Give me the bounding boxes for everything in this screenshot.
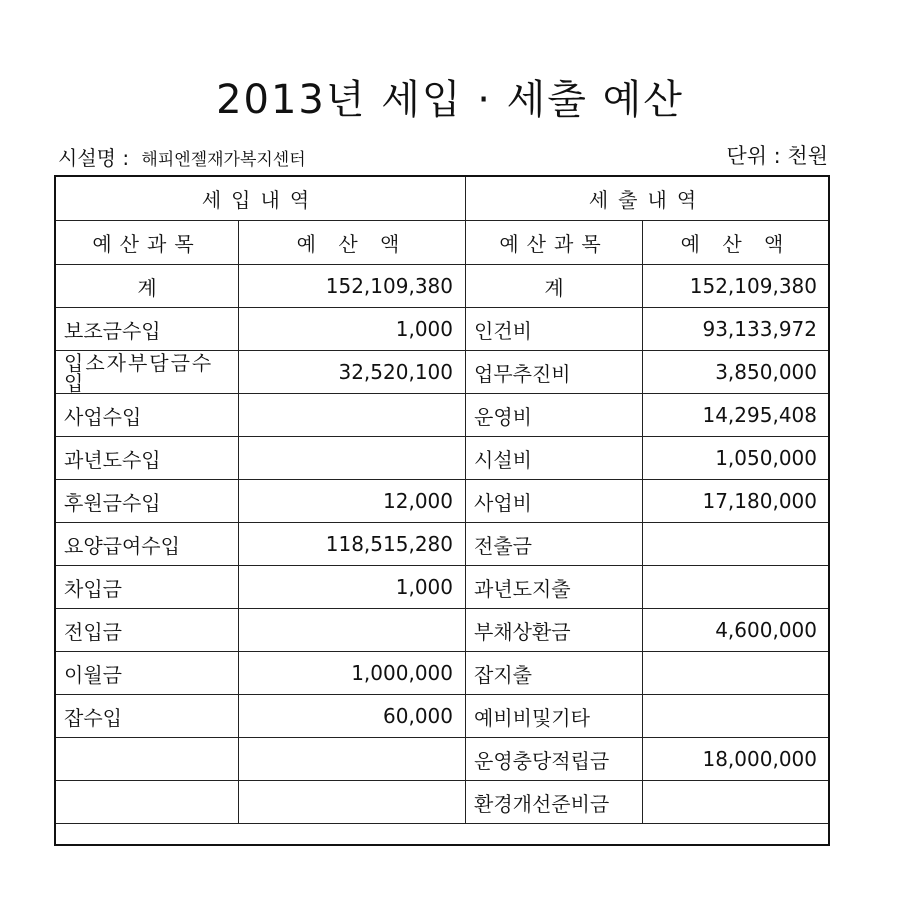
expense-header: 세출내역 [466,177,830,221]
expense-item-cell: 예비비및기타 [466,695,643,738]
expense-item-cell: 계 [466,265,643,308]
expense-amount-cell [643,523,830,566]
income-amount-cell [239,738,466,781]
expense-item-header: 예산과목 [466,221,643,265]
expense-amount-cell: 17,180,000 [643,480,830,523]
table-row [56,566,830,609]
table-row [56,609,830,652]
income-item-cell: 사업수입 [56,394,239,437]
income-item-cell: 요양급여수입 [56,523,239,566]
table-row [56,695,830,738]
income-amount-header: 예 산 액 [239,221,466,265]
income-amount-cell: 12,000 [239,480,466,523]
budget-table [55,176,830,824]
income-amount-cell: 118,515,280 [239,523,466,566]
expense-amount-header: 예 산 액 [643,221,830,265]
income-item-cell [56,781,239,824]
expense-item-cell: 사업비 [466,480,643,523]
income-amount-cell: 60,000 [239,695,466,738]
expense-amount-cell: 3,850,000 [643,351,830,394]
income-item-cell: 보조금수입 [56,308,239,351]
section-header-row [56,177,830,221]
income-amount-cell [239,437,466,480]
expense-amount-cell [643,652,830,695]
table-row [56,738,830,781]
expense-amount-cell: 4,600,000 [643,609,830,652]
expense-item-cell: 인건비 [466,308,643,351]
income-item-cell: 차입금 [56,566,239,609]
facility-line [58,142,306,171]
table-row [56,652,830,695]
income-amount-cell [239,394,466,437]
table-row [56,394,830,437]
table-row [56,781,830,824]
income-amount-cell: 1,000 [239,566,466,609]
income-amount-cell: 1,000,000 [239,652,466,695]
table-row [56,480,830,523]
income-amount-cell: 152,109,380 [239,265,466,308]
table-row [56,437,830,480]
expense-amount-cell: 14,295,408 [643,394,830,437]
income-amount-cell: 32,520,100 [239,351,466,394]
expense-item-cell: 부채상환금 [466,609,643,652]
expense-item-cell: 전출금 [466,523,643,566]
income-item-cell: 전입금 [56,609,239,652]
expense-item-cell: 환경개선준비금 [466,781,643,824]
expense-amount-cell: 18,000,000 [643,738,830,781]
expense-amount-cell [643,566,830,609]
expense-item-cell: 업무추진비 [466,351,643,394]
expense-item-cell: 잡지출 [466,652,643,695]
budget-rows [56,265,830,824]
expense-item-cell: 시설비 [466,437,643,480]
expense-item-cell: 과년도지출 [466,566,643,609]
income-header: 세입내역 [56,177,466,221]
table-row [56,265,830,308]
income-item-cell [56,738,239,781]
expense-item-cell: 운영비 [466,394,643,437]
table-row [56,523,830,566]
table-row [56,351,830,394]
column-header-row [56,221,830,265]
income-amount-cell: 1,000 [239,308,466,351]
facility-name: 해피엔젤재가복지센터 [141,150,306,170]
income-amount-cell [239,609,466,652]
income-item-cell: 이월금 [56,652,239,695]
expense-amount-cell: 1,050,000 [643,437,830,480]
income-item-cell: 계 [56,265,239,308]
income-item-cell: 후원금수입 [56,480,239,523]
page-title: 2013년 세입 · 세출 예산 [216,77,684,123]
unit-label: 단위 : 천원 [726,144,828,168]
expense-item-cell: 운영충당적립금 [466,738,643,781]
facility-label: 시설명 : [58,146,130,170]
expense-amount-cell: 93,133,972 [643,308,830,351]
income-amount-cell [239,781,466,824]
income-item-header: 예산과목 [56,221,239,265]
expense-amount-cell [643,695,830,738]
expense-amount-cell: 152,109,380 [643,265,830,308]
income-item-cell: 과년도수입 [56,437,239,480]
expense-amount-cell [643,781,830,824]
table-row [56,308,830,351]
income-item-cell: 잡수입 [56,695,239,738]
income-item-cell: 입소자부담금수입 [56,351,239,394]
